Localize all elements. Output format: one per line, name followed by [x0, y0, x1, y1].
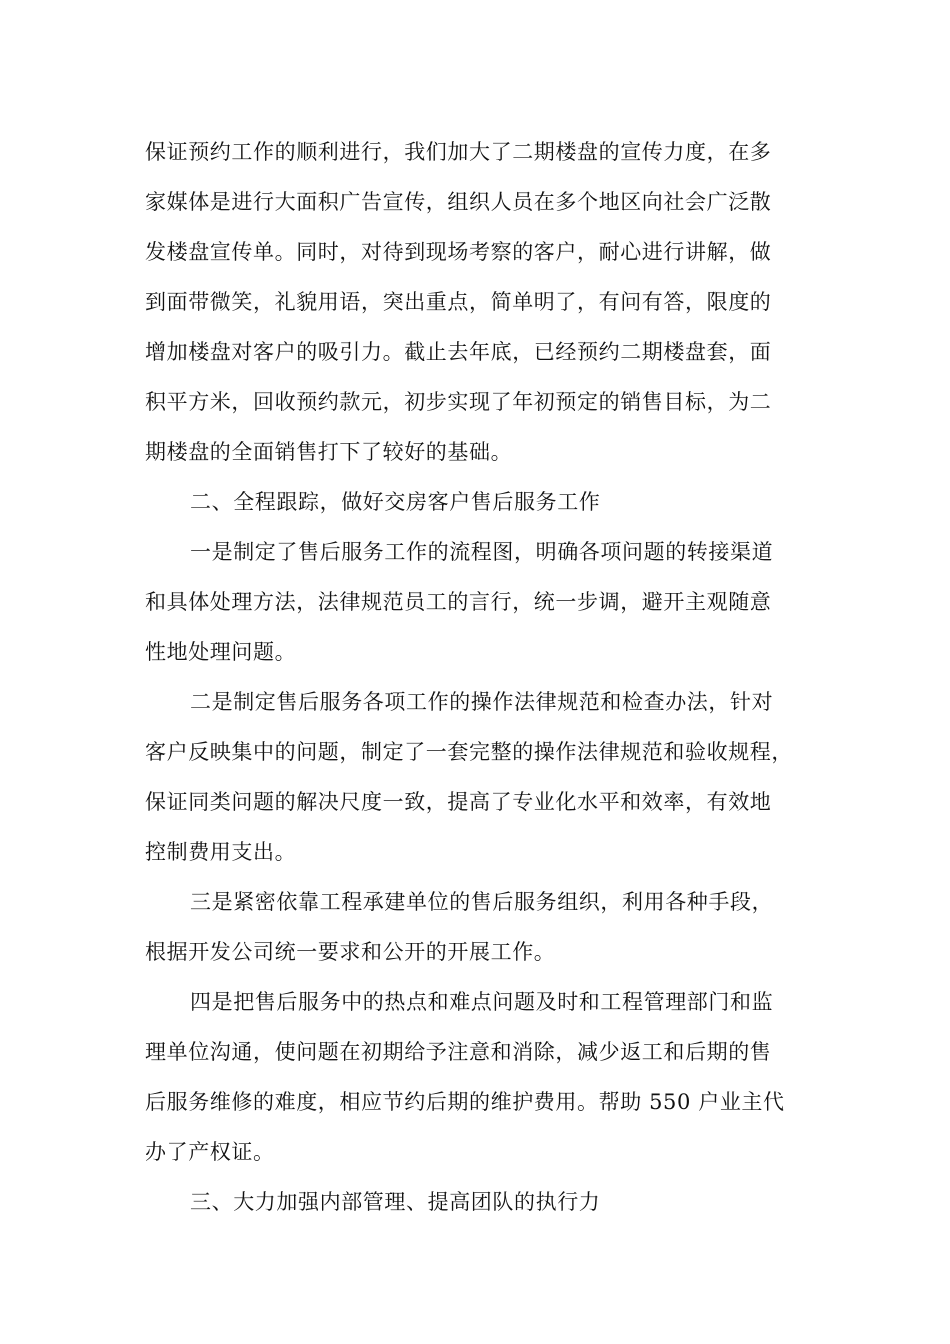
- section-heading: 三、大力加强内部管理、提高团队的执行力: [190, 1190, 601, 1214]
- paragraph-line: 增加楼盘对客户的吸引力。截止去年底，已经预约二期楼盘套，面: [145, 340, 772, 364]
- paragraph-line: 控制费用支出。: [145, 840, 297, 864]
- section-heading: 二、全程跟踪，做好交房客户售后服务工作: [190, 490, 601, 514]
- paragraph-line: 家媒体是进行大面积广告宣传，组织人员在多个地区向社会广泛散: [145, 190, 772, 214]
- paragraph-line: 保证预约工作的顺利进行，我们加大了二期楼盘的宣传力度，在多: [145, 140, 772, 164]
- paragraph-line: 后服务维修的难度，相应节约后期的维护费用。帮助 550 户业主代: [145, 1090, 785, 1114]
- paragraph-line: 到面带微笑，礼貌用语，突出重点，简单明了，有问有答，限度的: [145, 290, 772, 314]
- paragraph-line: 积平方米，回收预约款元，初步实现了年初预定的销售目标，为二: [145, 390, 772, 414]
- paragraph-line: 根据开发公司统一要求和公开的开展工作。: [145, 940, 556, 964]
- paragraph-line: 保证同类问题的解决尺度一致，提高了专业化水平和效率，有效地: [145, 790, 772, 814]
- paragraph-line: 性地处理问题。: [145, 640, 297, 664]
- paragraph-line: 发楼盘宣传单。同时，对待到现场考察的客户，耐心进行讲解，做: [145, 240, 772, 264]
- paragraph-line: 一是制定了售后服务工作的流程图，明确各项问题的转接渠道: [190, 540, 774, 564]
- paragraph-line: 四是把售后服务中的热点和难点问题及时和工程管理部门和监: [190, 990, 774, 1014]
- paragraph-line: 客户反映集中的问题，制定了一套完整的操作法律规范和验收规程，: [145, 740, 793, 764]
- paragraph-line: 期楼盘的全面销售打下了较好的基础。: [145, 440, 513, 464]
- paragraph-line: 三是紧密依靠工程承建单位的售后服务组织，利用各种手段，: [190, 890, 774, 914]
- paragraph-line: 办了产权证。: [145, 1140, 275, 1164]
- paragraph-line: 二是制定售后服务各项工作的操作法律规范和检查办法，针对: [190, 690, 774, 714]
- paragraph-line: 和具体处理方法，法律规范员工的言行，统一步调，避开主观随意: [145, 590, 772, 614]
- paragraph-line: 理单位沟通，使问题在初期给予注意和消除，减少返工和后期的售: [145, 1040, 772, 1064]
